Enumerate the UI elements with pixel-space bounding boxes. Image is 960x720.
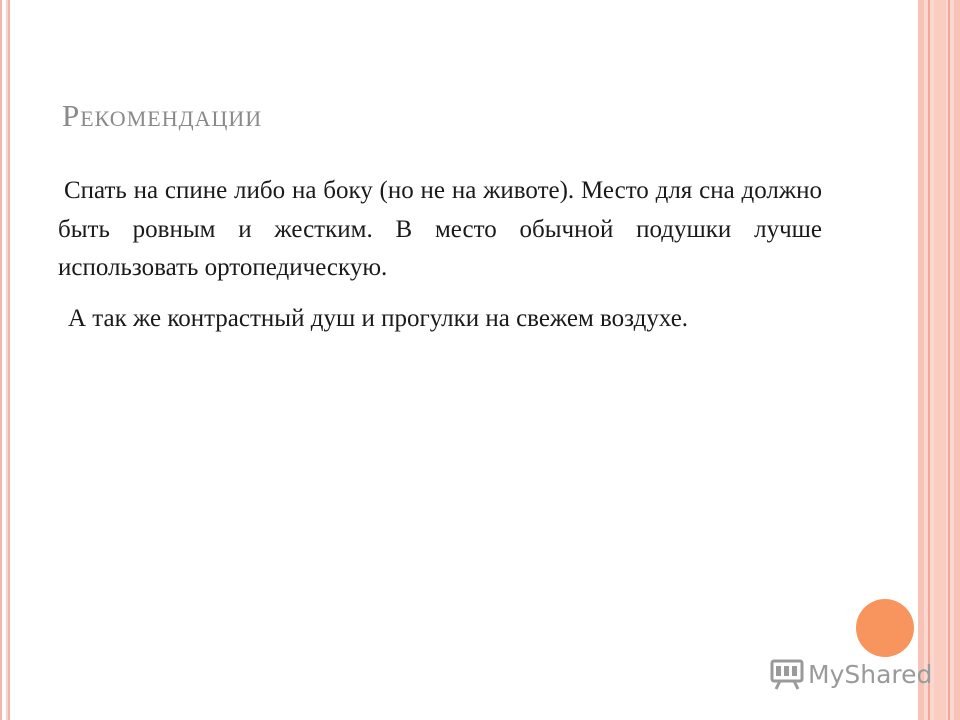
slide-body: [58, 172, 822, 338]
right-border-stripes: [918, 0, 960, 720]
paragraph-shower-walks: А так же контрастный душ и прогулки на свежем воздухе.: [68, 304, 689, 332]
slide-title: Рекомендации: [62, 98, 263, 133]
paragraph-sleep-advice: Спать на спине либо на боку (но не на животе). Место для сна должно быть ровным и жестким. В место обычной подушки лучше использовать ортопедическую.: [58, 177, 822, 281]
orange-circle-decoration: [856, 599, 914, 657]
watermark-text: MyShared: [808, 659, 933, 689]
presentation-board-icon: [770, 658, 804, 690]
left-border-decoration: [0, 0, 10, 720]
watermark-logo: [770, 656, 932, 692]
left-border-inner-line: [6, 0, 8, 720]
